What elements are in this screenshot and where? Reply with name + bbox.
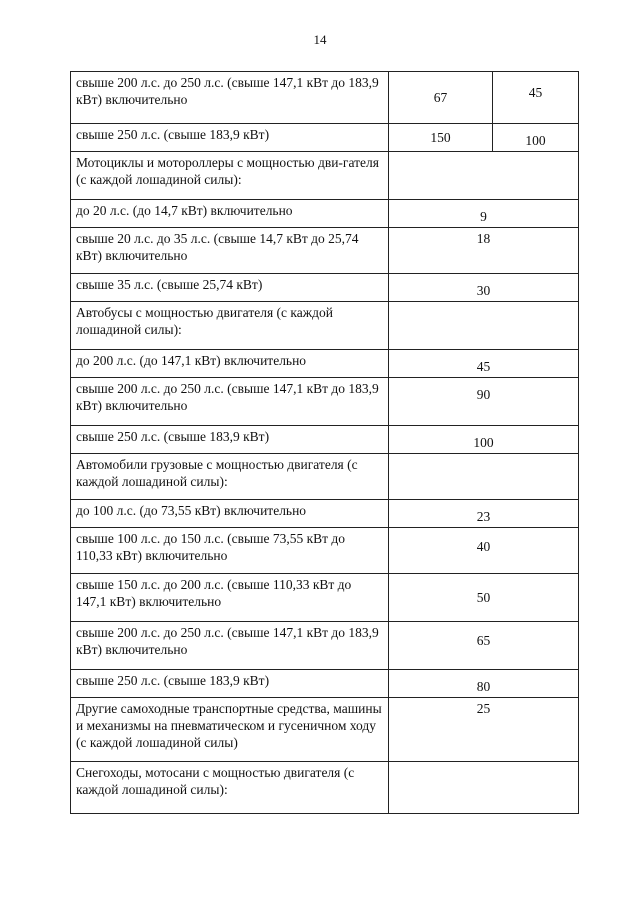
tax-rates-table: [70, 71, 579, 814]
section-heading: Мотоциклы и мотороллеры с мощностью дви-гателя (с каждой лошадиной силы):: [71, 152, 389, 200]
rate-value: 45: [389, 350, 579, 378]
table-row: [71, 378, 579, 426]
rate-value: 80: [389, 670, 579, 698]
rate-value: 50: [389, 574, 579, 622]
table-row: [71, 670, 579, 698]
row-description: свыше 200 л.с. до 250 л.с. (свыше 147,1 кВт до 183,9 кВт) включительно: [71, 72, 389, 124]
row-description: до 200 л.с. (до 147,1 кВт) включительно: [71, 350, 389, 378]
row-description: свыше 20 л.с. до 35 л.с. (свыше 14,7 кВт до 25,74 кВт) включительно: [71, 228, 389, 274]
rate-value: [389, 762, 579, 814]
rate-value: 25: [389, 698, 579, 762]
row-description: свыше 150 л.с. до 200 л.с. (свыше 110,33 кВт до 147,1 кВт) включительно: [71, 574, 389, 622]
row-description: свыше 200 л.с. до 250 л.с. (свыше 147,1 кВт до 183,9 кВт) включительно: [71, 378, 389, 426]
rate-value: 23: [389, 500, 579, 528]
row-description: свыше 250 л.с. (свыше 183,9 кВт): [71, 426, 389, 454]
rate-value: [389, 302, 579, 350]
table-row: [71, 72, 579, 124]
table-row: [71, 350, 579, 378]
table-row: [71, 274, 579, 302]
table-row: [71, 622, 579, 670]
rate-value: 150: [389, 124, 493, 152]
row-description: свыше 200 л.с. до 250 л.с. (свыше 147,1 кВт до 183,9 кВт) включительно: [71, 622, 389, 670]
row-description: свыше 250 л.с. (свыше 183,9 кВт): [71, 670, 389, 698]
rate-value: 67: [389, 72, 493, 124]
section-heading: Автобусы с мощностью двигателя (с каждой лошадиной силы):: [71, 302, 389, 350]
table-row: [71, 762, 579, 814]
table-row: [71, 426, 579, 454]
rate-value: 18: [389, 228, 579, 274]
page-number: 14: [313, 32, 327, 47]
table-row: [71, 228, 579, 274]
rate-value: 100: [493, 124, 579, 152]
rate-value: 65: [389, 622, 579, 670]
table-row: [71, 528, 579, 574]
table-row: [71, 124, 579, 152]
table-row: [71, 302, 579, 350]
row-description: до 100 л.с. (до 73,55 кВт) включительно: [71, 500, 389, 528]
rate-value: 90: [389, 378, 579, 426]
rate-value: 30: [389, 274, 579, 302]
rate-value: 9: [389, 200, 579, 228]
table-row: [71, 200, 579, 228]
section-heading: Автомобили грузовые с мощностью двигателя (с каждой лошадиной силы):: [71, 454, 389, 500]
rate-value: 45: [493, 72, 579, 124]
table-row: [71, 574, 579, 622]
rate-value: [389, 152, 579, 200]
row-description: свыше 100 л.с. до 150 л.с. (свыше 73,55 кВт до 110,33 кВт) включительно: [71, 528, 389, 574]
table-row: [71, 500, 579, 528]
table-row: [71, 698, 579, 762]
row-description: свыше 35 л.с. (свыше 25,74 кВт): [71, 274, 389, 302]
row-description: до 20 л.с. (до 14,7 кВт) включительно: [71, 200, 389, 228]
table-row: [71, 152, 579, 200]
row-description: свыше 250 л.с. (свыше 183,9 кВт): [71, 124, 389, 152]
section-heading: Снегоходы, мотосани с мощностью двигателя (с каждой лошадиной силы):: [71, 762, 389, 814]
rate-value: 40: [389, 528, 579, 574]
row-description: Другие самоходные транспортные средства, машины и механизмы на пневматическом и гусеничном ходу (с каждой лошадиной силы): [71, 698, 389, 762]
table-row: [71, 454, 579, 500]
rate-value: [389, 454, 579, 500]
rate-value: 100: [389, 426, 579, 454]
